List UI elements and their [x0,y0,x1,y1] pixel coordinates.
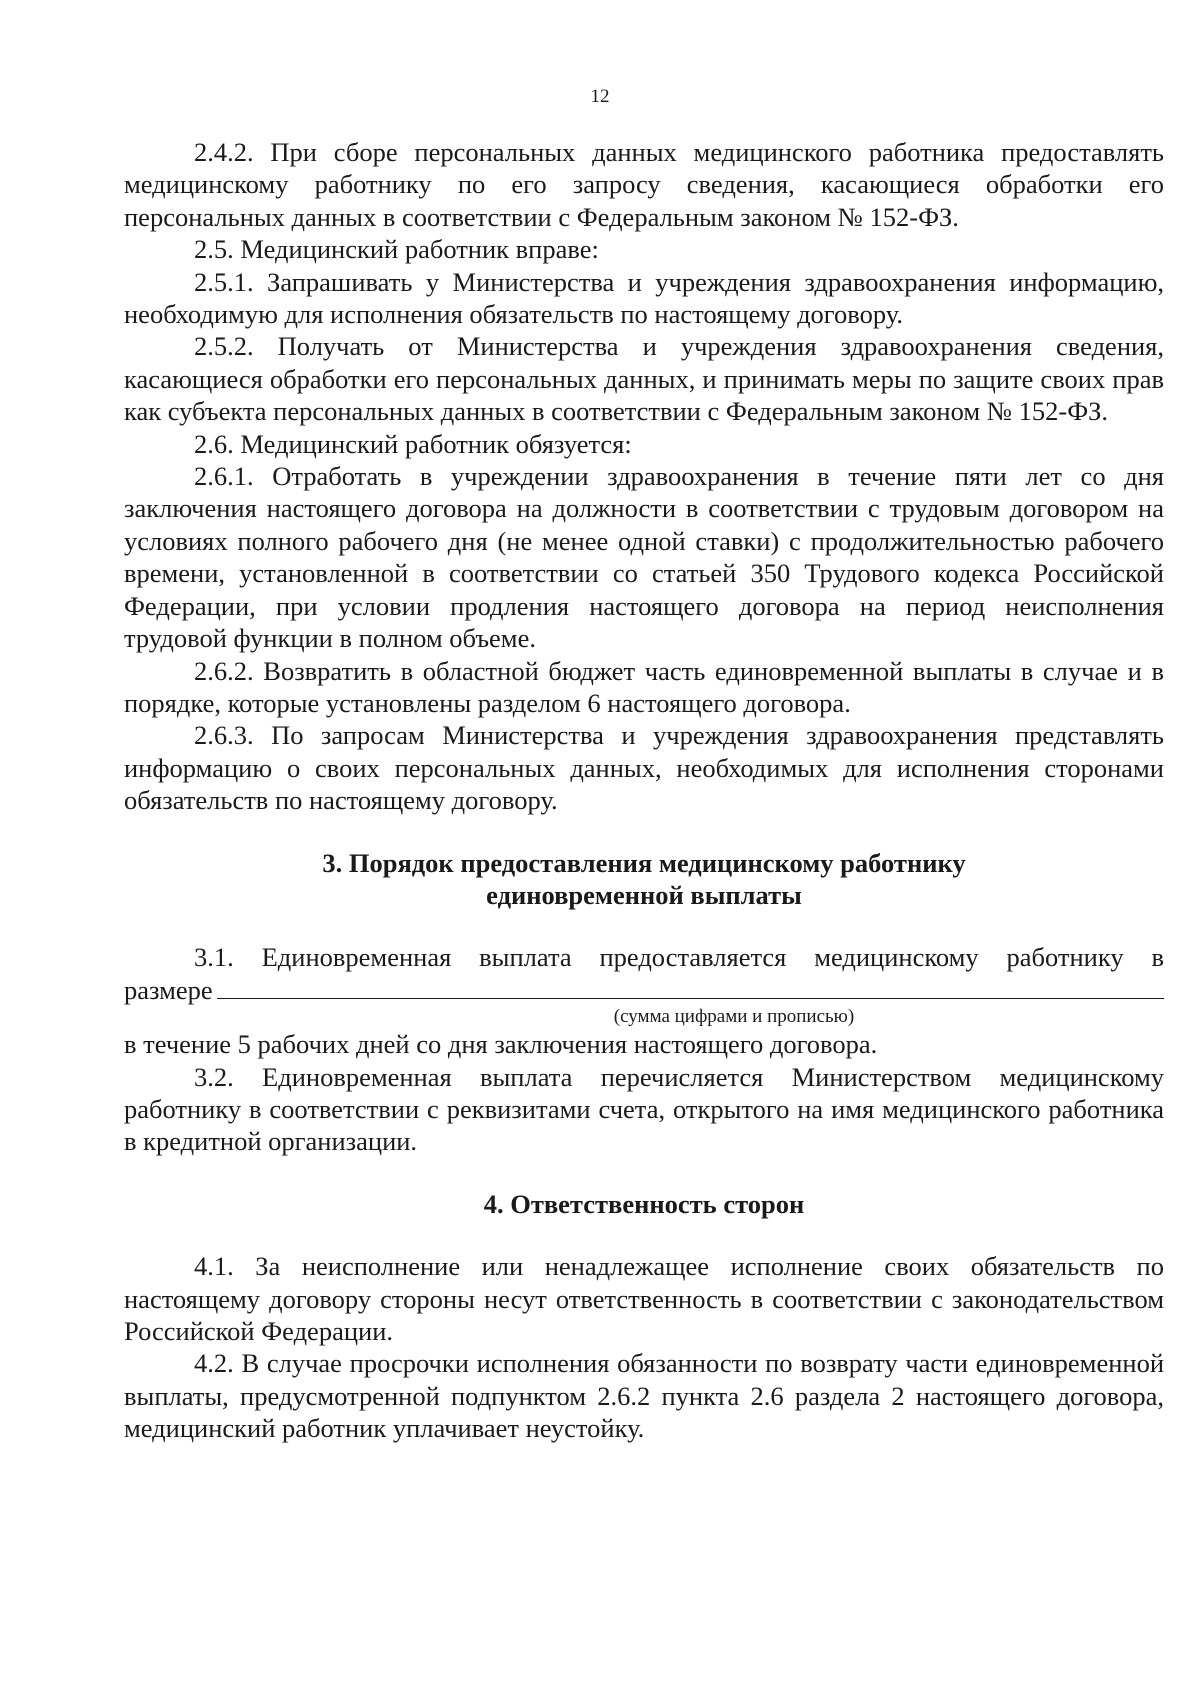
section-4-heading: 4. Ответственность сторон [483,1188,805,1219]
paragraph-2-6: 2.6. Медицинский работник обязуется: [194,428,632,459]
paragraph-2-6-3: 2.6.3. По запросам Министерства и учреждения здравоохранения представлять информацию о своих персональных данных, необходимых для исполнения сторонами обязательств по настоящему договору. [124,720,1164,816]
paragraph-3-1-first-line: 3.1. Единовременная выплата предоставляется медицинскому работнику в [194,942,1164,973]
paragraph-3-2: 3.2. Единовременная выплата перечисляется Министерством медицинскому работнику в соответствии с реквизитами счета, открытого на имя медицинского работника в кредитной организации. [124,1061,1164,1157]
paragraph-4-1: 4.1. За неисполнение или ненадлежащее исполнение своих обязательств по настоящему договору стороны несут ответственность в соответствии с законодательством Российской Федерации. [124,1251,1164,1346]
paragraph-3-1-continuation: в течение 5 рабочих дней со дня заключения настоящего договора. [124,1029,878,1060]
section-3-heading [124,847,1164,912]
amount-caption: (сумма цифрами и прописью) [613,1006,855,1028]
section-3-heading-line-1: 3. Порядок предоставления медицинскому работнику [322,847,966,878]
section-3-heading-line-2: единовременной выплаты [486,879,802,910]
paragraph-2-5-2: 2.5.2. Получать от Министерства и учреждения здравоохранения сведения, касающиеся обработки его персональных данных, и принимать меры по защите своих прав как субъекта персональных данных в соответствии с Федеральным законом № 152-ФЗ. [124,331,1164,427]
paragraph-2-5-1: 2.5.1. Запрашивать у Министерства и учреждения здравоохранения информацию, необходимую для исполнения обязательств по настоящему договору. [124,266,1164,330]
amount-fill-line [124,974,1164,1006]
section-4-body [124,1250,1164,1444]
section-4-heading-wrap [124,1188,1164,1220]
paragraph-2-6-2: 2.6.2. Возвратить в областной бюджет часть единовременной выплаты в случае и в порядке, которые установлены разделом 6 настоящего договора. [124,655,1164,718]
amount-blank-field [217,976,1164,999]
paragraph-2-5: 2.5. Медицинский работник вправе: [194,234,599,265]
page-number: 12 [590,86,610,107]
amount-label: размере [124,974,213,1005]
paragraph-2-4-2: 2.4.2. При сборе персональных данных медицинского работника предоставлять медицинскому работнику по его запросу сведения, касающиеся обработки его персональных данных в соответствии с Федеральным законом № 152-ФЗ. [124,137,1164,232]
paragraph-2-6-1: 2.6.1. Отработать в учреждении здравоохранения в течение пяти лет со дня заключения настоящего договора на должности в соответствии с трудовым договором на условиях полного рабочего дня (не менее одной ставки) с продолжительностью рабочего времени, установленной в соответствии со статьей 350 Трудового кодекса Российской Федерации, при условии продления настоящего договора на период неисполнения трудовой функции в полном объеме. [124,461,1164,654]
document-body [124,136,1164,1445]
paragraph-4-2: 4.2. В случае просрочки исполнения обязанности по возврату части единовременной выплаты, предусмотренной подпунктом 2.6.2 пункта 2.6 раздела 2 настоящего договора, медицинский работник уплачивает неустойку. [124,1348,1164,1444]
paragraph-3-1 [124,941,1164,1060]
